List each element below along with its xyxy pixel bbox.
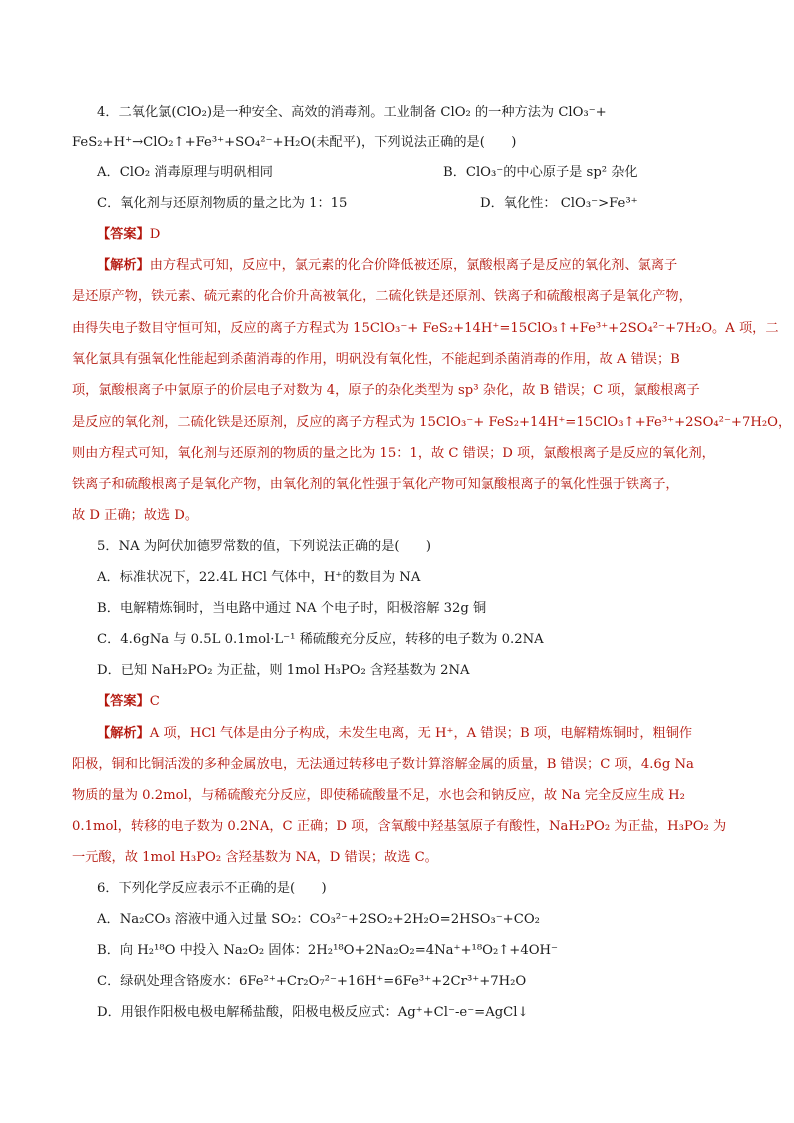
q6-stem: 6．下列化学反应表示不正确的是( ) [97,881,327,896]
q4-analysis-line8: 铁离子和硫酸根离子是氧化产物，由氧化剂的氧化性强于氧化产物可知氯酸根离子的氧化性强于铁离子， [72,477,679,492]
q4-analysis-line2: 是还原产物，铁元素、硫元素的化合价升高被氧化，二硫化铁是还原剂、铁离子和硫酸根离子是氧化产物， [72,289,692,304]
q6-option-a: A．Na₂CO₃ 溶液中通入过量 SO₂：CO₃²⁻+2SO₂+2H₂O=2HSO₃⁻+CO₂ [97,912,540,927]
q4-option-d: D．氧化性： ClO₃⁻>Fe³⁺ [480,196,638,211]
q5-stem: 5．NA 为阿伏加德罗常数的值，下列说法正确的是( ) [97,539,432,554]
q5-analysis-line1: 【解析】A 项，HCl 气体是由分子构成，未发生电离，无 H⁺，A 错误；B 项，电解精炼铜时，粗铜作 [97,726,693,741]
q4-stem-line1: 4．二氧化氯(ClO₂)是一种安全、高效的消毒剂。工业制备 ClO₂ 的一种方法为 ClO₃⁻+ [97,105,607,120]
q4-analysis-line9: 故 D 正确；故选 D。 [72,508,199,523]
q4-options-row2 [97,195,757,213]
q5-option-c: C．4.6gNa 与 0.5L 0.1mol·L⁻¹ 稀硫酸充分反应，转移的电子数为 0.2NA [97,632,544,647]
q4-option-c: C．氧化剂与还原剂物质的量之比为 1：15 [97,196,348,211]
q6-option-c: C．绿矾处理含铬废水：6Fe²⁺+Cr₂O₇²⁻+16H⁺=6Fe³⁺+2Cr³⁺+7H₂O [97,974,527,989]
q4-option-a: A．ClO₂ 消毒原理与明矾相同 [97,165,273,180]
analysis-tag: 【解析】 [97,258,150,273]
q4-answer [97,226,757,244]
q4-stem-line2: FeS₂+H⁺→ClO₂↑+Fe³⁺+SO₄²⁻+H₂O(未配平)，下列说法正确的是( ) [72,135,517,150]
q4-analysis-line3: 由得失电子数目守恒可知，反应的离子方程式为 15ClO₃⁻+ FeS₂+14H⁺=15ClO₃↑+Fe³⁺+2SO₄²⁻+7H₂O。A 项，二 [72,321,779,336]
q4-analysis-line1: 【解析】由方程式可知，反应中，氯元素的化合价降低被还原，氯酸根离子是反应的氧化剂、氯离子 [97,258,678,273]
q5-analysis-line3: 物质的量为 0.2mol，与稀硫酸充分反应，即使稀硫酸量不足，水也会和钠反应，故 Na 完全反应生成 H₂ [72,788,685,803]
q4-analysis-line4: 氧化氯具有强氧化性能起到杀菌消毒的作用，明矾没有氧化性，不能起到杀菌消毒的作用，故 A 错误；B [72,352,680,367]
answer-tag: 【答案】 [97,694,150,709]
q4-analysis-line6: 是反应的氧化剂，二硫化铁是还原剂，反应的离子方程式为 15ClO₃⁻+ FeS₂+14H⁺=15ClO₃↑+Fe³⁺+2SO₄²⁻+7H₂O， [72,415,792,430]
analysis-tag: 【解析】 [97,726,150,741]
q4-analysis-line5: 项，氯酸根离子中氯原子的价层电子对数为 4，原子的杂化类型为 sp³ 杂化，故 B 错误；C 项，氯酸根离子 [72,383,700,398]
q5-option-a: A．标准状况下，22.4L HCl 气体中，H⁺的数目为 NA [97,570,421,585]
q4-options-row1 [97,164,757,182]
q5-answer [97,693,757,711]
q5-option-b: B．电解精炼铜时，当电路中通过 NA 个电子时，阳极溶解 32g 铜 [97,601,487,616]
q4-analysis-line7: 则由方程式可知，氧化剂与还原剂的物质的量之比为 15：1，故 C 错误；D 项，氯酸根离子是反应的氧化剂， [72,446,715,461]
q4-option-b: B．ClO₃⁻的中心原子是 sp² 杂化 [443,165,638,180]
q5-option-d: D．已知 NaH₂PO₂ 为正盐，则 1mol H₃PO₂ 含羟基数为 2NA [97,663,470,678]
q5-answer-value: C [149,694,160,709]
q5-analysis-line2: 阳极，铜和比铜活泼的多种金属放电，无法通过转移电子数计算溶解金属的质量，B 错误；C 项，4.6g Na [72,757,694,772]
q6-option-b: B．向 H₂¹⁸O 中投入 Na₂O₂ 固体：2H₂¹⁸O+2Na₂O₂=4Na⁺+¹⁸O₂↑+4OH⁻ [97,943,558,958]
q5-analysis-line4: 0.1mol，转移的电子数为 0.2NA，C 正确；D 项，含氧酸中羟基氢原子有酸性，NaH₂PO₂ 为正盐，H₃PO₂ 为 [72,819,727,834]
answer-tag: 【答案】 [97,227,150,242]
q5-analysis-line5: 一元酸，故 1mol H₃PO₂ 含羟基数为 NA，D 错误；故选 C。 [72,850,438,865]
q6-option-d: D．用银作阳极电极电解稀盐酸，阳极电极反应式：Ag⁺+Cl⁻-e⁻=AgCl↓ [97,1005,529,1020]
q4-answer-value: D [149,227,161,242]
